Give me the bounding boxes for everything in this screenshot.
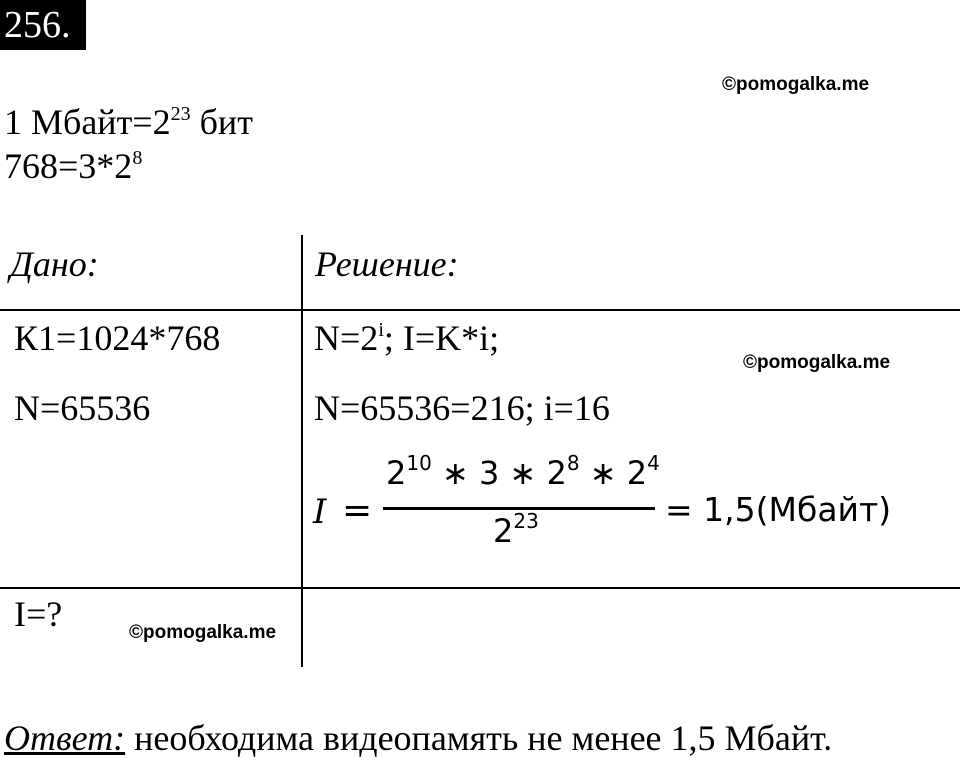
given-k1: К1=1024*768 <box>14 318 221 358</box>
unknown-i: I=? <box>14 594 63 634</box>
watermark: ©pomogalka.me <box>722 74 870 95</box>
intro-line-2: $768=3*2^8$ <box>4 146 143 186</box>
solution-header: Решение: <box>315 244 459 284</box>
solution-line-1: $N=2^i$; I=K*i; <box>314 318 500 358</box>
formula-result: = 1,5(Мбайт) <box>665 490 892 529</box>
watermark: ©pomogalka.me <box>129 622 277 643</box>
given-header: Дано: <box>10 244 99 284</box>
intro-line-1: 1 $Мбайт=2^{23}$ бит <box>4 102 253 142</box>
watermark: ©pomogalka.me <box>743 352 891 373</box>
formula-lhs: I <box>313 492 327 532</box>
answer-label: Ответ: <box>4 718 126 758</box>
table-divider-header <box>0 309 960 311</box>
table-divider-unknown <box>0 587 960 589</box>
table-divider-vertical <box>301 235 303 667</box>
formula-denominator: $2^{23}$ <box>493 509 539 550</box>
given-n: N=65536 <box>14 388 151 428</box>
solution-line-2: N=65536=216; i=16 <box>314 388 610 428</box>
formula-numerator: $2^{10}$ ∗ 3 ∗ $2^8$ ∗ $2^4$ <box>386 451 660 492</box>
task-number: 256. <box>0 0 86 50</box>
formula-equals: = <box>342 490 373 531</box>
answer <box>4 718 832 758</box>
answer-text: необходима видеопамять не менее 1,5 Мбайт. <box>125 718 833 758</box>
